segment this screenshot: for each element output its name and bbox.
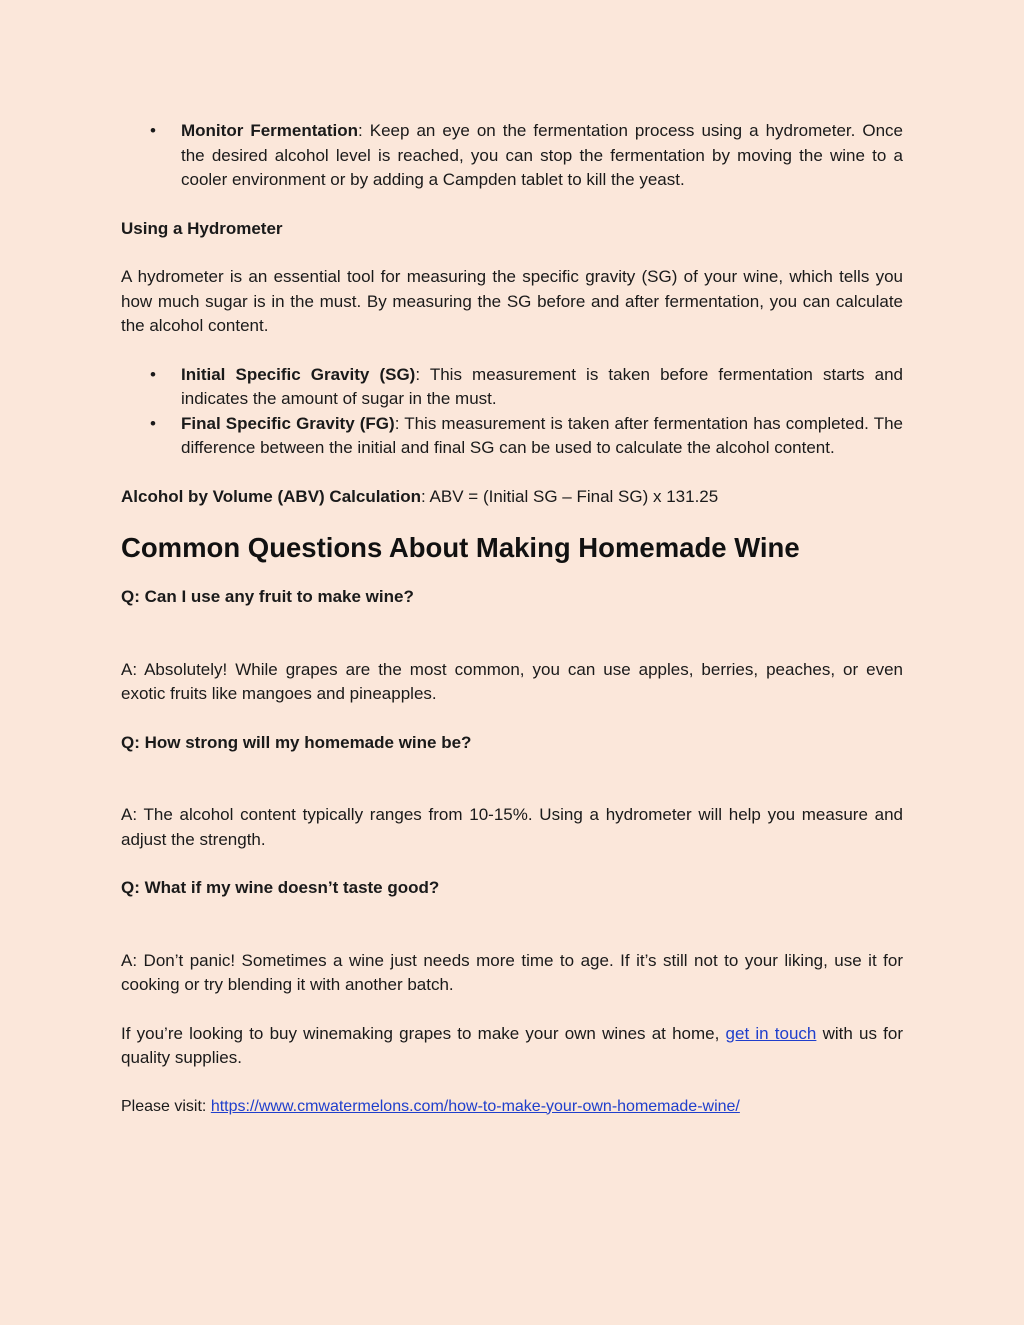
section-heading-hydrometer: Using a Hydrometer xyxy=(121,218,283,238)
fermentation-list xyxy=(121,119,903,193)
faq-question-2: Q: How strong will my homemade wine be? xyxy=(121,732,472,752)
bullet-icon: • xyxy=(150,121,156,140)
cta-text-before: If you’re looking to buy winemaking grapes to make your own wines at home, xyxy=(121,1023,726,1043)
faq-answer-2: A: The alcohol content typically ranges from 10-15%. Using a hydrometer will help you measure and adjust the strength. xyxy=(121,805,903,849)
abv-term: Alcohol by Volume (ABV) Calculation xyxy=(121,486,422,506)
source-url-link[interactable]: https://www.cmwatermelons.com/how-to-make-your-own-homemade-wine/ xyxy=(210,1097,740,1115)
bullet-icon: • xyxy=(150,364,156,384)
cta-paragraph xyxy=(121,1022,903,1071)
bullet-icon: • xyxy=(150,413,156,433)
abv-text: : ABV = (Initial SG – Final SG) x 131.25 xyxy=(421,486,719,506)
hydrometer-list xyxy=(121,363,903,461)
list-item-term: Monitor Fermentation xyxy=(181,121,359,140)
faq-heading: Common Questions About Making Homemade Wine xyxy=(121,532,800,563)
list-item-text: : This measurement is taken after fermentation has completed. The difference between the initial and final SG can be used to calculate the alcohol content. xyxy=(181,413,903,457)
list-item-initial-sg xyxy=(150,363,903,412)
cta-text-after: with us for quality supplies. xyxy=(121,1023,903,1067)
visit-line xyxy=(121,1095,903,1120)
visit-label: Please visit: xyxy=(121,1097,211,1115)
list-item-term: Final Specific Gravity (FG) xyxy=(181,413,395,433)
abv-calculation xyxy=(121,485,903,510)
faq-question-3: Q: What if my wine doesn’t taste good? xyxy=(121,878,440,897)
get-in-touch-link[interactable]: get in touch xyxy=(725,1023,817,1043)
list-item-text: : This measurement is taken before fermentation starts and indicates the amount of sugar in the must. xyxy=(181,364,903,408)
list-item-monitor-fermentation xyxy=(150,119,903,193)
faq-answer-3: A: Don’t panic! Sometimes a wine just needs more time to age. If it’s still not to your liking, use it for cooking or try blending it with another batch. xyxy=(121,950,903,994)
faq-answer-1: A: Absolutely! While grapes are the most common, you can use apples, berries, peaches, or even exotic fruits like mangoes and pineapples. xyxy=(121,659,903,703)
list-item-term: Initial Specific Gravity (SG) xyxy=(181,364,416,384)
list-item-final-sg xyxy=(150,412,903,461)
faq-question-1: Q: Can I use any fruit to make wine? xyxy=(121,587,414,606)
hydrometer-intro: A hydrometer is an essential tool for measuring the specific gravity (SG) of your wine, which tells you how much sugar is in the must. By measuring the SG before and after fermentation, you can calculate the alcohol content. xyxy=(121,267,903,335)
list-item-text: : Keep an eye on the fermentation process using a hydrometer. Once the desired alcohol level is reached, you can stop the fermentation by moving the wine to a cooler environment or by adding a Campden tablet to kill the yeast. xyxy=(181,121,903,189)
